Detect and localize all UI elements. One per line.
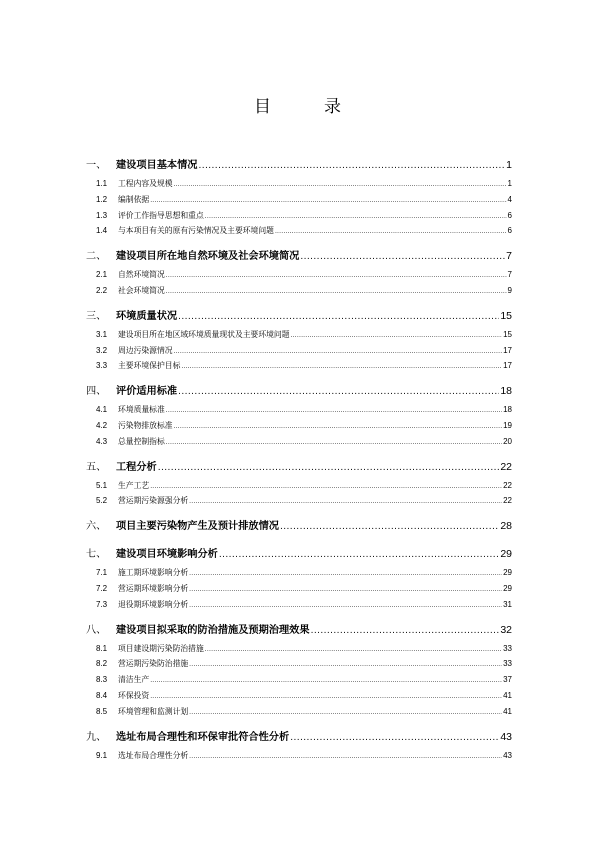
toc-entry-title: 营运期环境影响分析 bbox=[118, 583, 189, 593]
dot-leader bbox=[189, 602, 502, 609]
toc-section-entry[interactable] bbox=[86, 599, 512, 615]
toc-entry-title: 项目建设期污染防治措施 bbox=[118, 643, 204, 653]
toc-entry-number: 二、 bbox=[86, 251, 107, 263]
toc-entry-number: 8.2 bbox=[96, 659, 108, 669]
dot-leader bbox=[174, 423, 503, 430]
dot-leader bbox=[174, 181, 507, 188]
dot-leader bbox=[150, 483, 502, 490]
toc-entry-title: 自然环境简况 bbox=[118, 270, 165, 280]
toc-entry-title: 退役期环境影响分析 bbox=[118, 599, 189, 609]
toc-entry-title: 建设项目所在地区域环境质量现状及主要环境问题 bbox=[118, 329, 290, 339]
toc-entry-number: 1.4 bbox=[96, 226, 108, 236]
toc-entry-title: 建设项目环境影响分析 bbox=[116, 549, 218, 561]
dot-leader bbox=[199, 161, 506, 171]
page-title: 目 录 bbox=[254, 97, 359, 117]
toc-entry-number: 三、 bbox=[86, 310, 107, 322]
toc-section-entry[interactable] bbox=[86, 495, 512, 511]
toc-entry-page-number: 6 bbox=[507, 226, 512, 236]
toc-entry-title: 环境质量状况 bbox=[116, 310, 178, 322]
toc-entry-title: 编制依据 bbox=[118, 194, 150, 204]
toc-entry-number: 5.2 bbox=[96, 496, 108, 506]
toc-section-entry[interactable] bbox=[86, 658, 512, 674]
toc-entry-title: 营运期污染防治措施 bbox=[118, 659, 189, 669]
toc-entry-title: 建设项目所在地自然环境及社会环境简况 bbox=[116, 251, 300, 263]
toc-entry-title: 营运期污染源强分析 bbox=[118, 496, 189, 506]
toc-entry-page-number: 9 bbox=[507, 285, 512, 295]
toc-entry-page-number: 32 bbox=[500, 623, 512, 636]
toc-entry-title: 主要环境保护目标 bbox=[118, 361, 181, 371]
toc-entry-number: 八、 bbox=[86, 624, 107, 636]
toc-entry-title: 评价工作指导思想和重点 bbox=[118, 210, 204, 220]
toc-entry-title: 选址布局合理性分析 bbox=[118, 750, 189, 760]
toc-entry-title: 建设项目基本情况 bbox=[116, 160, 198, 171]
toc-section-entry[interactable] bbox=[86, 583, 512, 599]
toc-section-entry[interactable] bbox=[86, 750, 512, 766]
dot-leader bbox=[275, 228, 507, 235]
toc-entry-page-number: 29 bbox=[503, 568, 512, 578]
toc-entry-title: 工程分析 bbox=[116, 461, 157, 473]
dot-leader bbox=[158, 463, 500, 473]
toc-entry-title: 与本项目有关的原有污染情况及主要环境问题 bbox=[118, 226, 274, 236]
toc-entry-number: 1.1 bbox=[96, 179, 108, 188]
toc-section-entry[interactable] bbox=[86, 360, 512, 376]
toc-entry-page-number: 31 bbox=[503, 599, 512, 609]
toc-entry-title: 项目主要污染物产生及预计排放情况 bbox=[116, 521, 279, 533]
toc-entry-page-number: 41 bbox=[503, 706, 512, 716]
toc-entry-title: 选址布局合理性和环保审批符合性分析 bbox=[116, 731, 290, 743]
toc-entry-title: 清洁生产 bbox=[118, 675, 150, 685]
toc-entry-number: 3.1 bbox=[96, 329, 108, 339]
toc-entry-page-number: 22 bbox=[500, 460, 512, 473]
dot-leader bbox=[291, 332, 503, 339]
toc-chapter-entry[interactable] bbox=[86, 722, 512, 750]
dot-leader bbox=[189, 661, 502, 668]
dot-leader bbox=[300, 252, 505, 262]
toc-section-entry[interactable] bbox=[86, 269, 512, 285]
dot-leader bbox=[290, 733, 499, 743]
toc-entry-page-number: 19 bbox=[503, 420, 512, 430]
toc-entry-page-number: 18 bbox=[503, 405, 512, 415]
toc-chapter-entry[interactable] bbox=[86, 511, 512, 539]
toc-entry-number: 8.1 bbox=[96, 643, 108, 653]
toc-entry-title: 污染物排放标准 bbox=[118, 420, 173, 430]
dot-leader bbox=[166, 407, 502, 414]
toc-entry-page-number: 28 bbox=[500, 520, 512, 533]
toc-entry-number: 1.3 bbox=[96, 210, 108, 220]
toc-entry-page-number: 18 bbox=[500, 385, 512, 398]
toc-entry-page-number: 4 bbox=[507, 194, 512, 204]
toc-entry-number: 五、 bbox=[86, 461, 107, 473]
toc-chapter-entry[interactable] bbox=[86, 376, 512, 404]
toc-entry-page-number: 43 bbox=[500, 730, 512, 743]
toc-entry-number: 2.2 bbox=[96, 285, 108, 295]
toc-entry-page-number: 29 bbox=[503, 583, 512, 593]
toc-section-entry[interactable] bbox=[86, 690, 512, 706]
toc-entry-number: 8.4 bbox=[96, 690, 108, 700]
toc-section-entry[interactable] bbox=[86, 420, 512, 436]
toc-section-entry[interactable] bbox=[86, 643, 512, 659]
toc-entry-number: 4.3 bbox=[96, 436, 108, 446]
toc-section-entry[interactable] bbox=[86, 329, 512, 345]
dot-leader bbox=[181, 363, 502, 370]
toc-entry-number: 3.2 bbox=[96, 345, 108, 355]
toc-section-entry[interactable] bbox=[86, 674, 512, 690]
toc-entry-page-number: 15 bbox=[503, 329, 512, 339]
toc-entry-page-number: 37 bbox=[503, 675, 512, 685]
dot-leader bbox=[189, 709, 502, 716]
toc-entry-number: 9.1 bbox=[96, 750, 108, 760]
toc-entry-number: 8.5 bbox=[96, 706, 108, 716]
toc-entry-page-number: 41 bbox=[503, 690, 512, 700]
dot-leader bbox=[205, 213, 507, 220]
toc-chapter-entry[interactable] bbox=[86, 452, 512, 480]
toc-entry-page-number: 15 bbox=[500, 309, 512, 322]
toc-entry-title: 周边污染源情况 bbox=[118, 345, 173, 355]
toc-entry-number: 九、 bbox=[86, 731, 107, 743]
toc-section-entry[interactable] bbox=[86, 706, 512, 722]
toc-entry-number: 4.1 bbox=[96, 405, 108, 415]
dot-leader bbox=[178, 387, 499, 397]
toc-entry-page-number: 1 bbox=[507, 179, 512, 188]
toc-section-entry[interactable] bbox=[86, 225, 512, 241]
toc-entry-page-number: 22 bbox=[503, 480, 512, 490]
toc-entry-page-number: 7 bbox=[506, 250, 512, 263]
dot-leader bbox=[219, 550, 499, 560]
toc-entry-number: 4.2 bbox=[96, 420, 108, 430]
dot-leader bbox=[189, 498, 502, 505]
toc-entry-page-number: 7 bbox=[507, 270, 512, 280]
toc-section-entry[interactable] bbox=[86, 404, 512, 420]
toc-entry-page-number: 43 bbox=[503, 750, 512, 760]
toc-entry-title: 生产工艺 bbox=[118, 480, 150, 490]
toc-entry-number: 1.2 bbox=[96, 194, 108, 204]
dot-leader bbox=[166, 272, 507, 279]
dot-leader bbox=[174, 348, 503, 355]
toc-entry-page-number: 20 bbox=[503, 436, 512, 446]
toc-entry-title: 施工期环境影响分析 bbox=[118, 568, 189, 578]
toc-section-entry[interactable] bbox=[86, 480, 512, 496]
dot-leader bbox=[189, 586, 502, 593]
toc-entry-page-number: 6 bbox=[507, 210, 512, 220]
toc-entry-number: 7.3 bbox=[96, 599, 108, 609]
dot-leader bbox=[205, 646, 502, 653]
dot-leader bbox=[166, 288, 507, 295]
toc-entry-page-number: 1 bbox=[506, 159, 512, 171]
toc-entry-title: 评价适用标准 bbox=[116, 386, 178, 398]
toc-section-entry[interactable] bbox=[86, 436, 512, 452]
dot-leader bbox=[150, 693, 502, 700]
toc-entry-title: 建设项目拟采取的防治措施及预期治理效果 bbox=[116, 624, 310, 636]
dot-leader bbox=[311, 626, 500, 636]
dot-leader bbox=[178, 312, 499, 322]
toc-entry-number: 六、 bbox=[86, 521, 107, 533]
toc-entry-title: 总量控制指标 bbox=[118, 436, 165, 446]
toc-entry-page-number: 22 bbox=[503, 496, 512, 506]
toc-section-entry[interactable] bbox=[86, 178, 512, 194]
toc-section-entry[interactable] bbox=[86, 345, 512, 361]
toc-entry-number: 四、 bbox=[86, 386, 107, 398]
toc-chapter-entry[interactable] bbox=[86, 150, 512, 178]
toc-section-entry[interactable] bbox=[86, 194, 512, 210]
toc-entry-page-number: 17 bbox=[503, 345, 512, 355]
dot-leader bbox=[280, 522, 499, 532]
toc-entry-title: 环境质量标准 bbox=[118, 405, 165, 415]
toc-entry-page-number: 33 bbox=[503, 643, 512, 653]
dot-leader bbox=[166, 439, 502, 446]
dot-leader bbox=[189, 753, 502, 760]
toc-section-entry[interactable] bbox=[86, 567, 512, 583]
toc-section-entry[interactable] bbox=[86, 210, 512, 226]
toc-entry-number: 5.1 bbox=[96, 480, 108, 490]
toc-entry-number: 8.3 bbox=[96, 675, 108, 685]
toc-chapter-entry[interactable] bbox=[86, 539, 512, 567]
toc-entry-number: 7.1 bbox=[96, 568, 108, 578]
toc-entry-page-number: 33 bbox=[503, 659, 512, 669]
toc-entry-number: 一、 bbox=[86, 160, 107, 171]
toc-entry-page-number: 29 bbox=[500, 548, 512, 561]
dot-leader bbox=[150, 677, 502, 684]
toc-chapter-entry[interactable] bbox=[86, 301, 512, 329]
toc-entry-number: 七、 bbox=[86, 549, 107, 561]
table-of-contents bbox=[86, 150, 512, 765]
toc-entry-title: 社会环境简况 bbox=[118, 285, 165, 295]
toc-chapter-entry[interactable] bbox=[86, 241, 512, 269]
toc-chapter-entry[interactable] bbox=[86, 615, 512, 643]
toc-section-entry[interactable] bbox=[86, 285, 512, 301]
toc-entry-number: 2.1 bbox=[96, 270, 108, 280]
toc-entry-title: 工程内容及规模 bbox=[118, 179, 173, 188]
toc-entry-title: 环境管理和监测计划 bbox=[118, 706, 189, 716]
toc-entry-page-number: 17 bbox=[503, 361, 512, 371]
toc-entry-number: 3.3 bbox=[96, 361, 108, 371]
toc-entry-number: 7.2 bbox=[96, 583, 108, 593]
toc-entry-title: 环保投资 bbox=[118, 690, 150, 700]
dot-leader bbox=[150, 197, 506, 204]
dot-leader bbox=[189, 570, 502, 577]
